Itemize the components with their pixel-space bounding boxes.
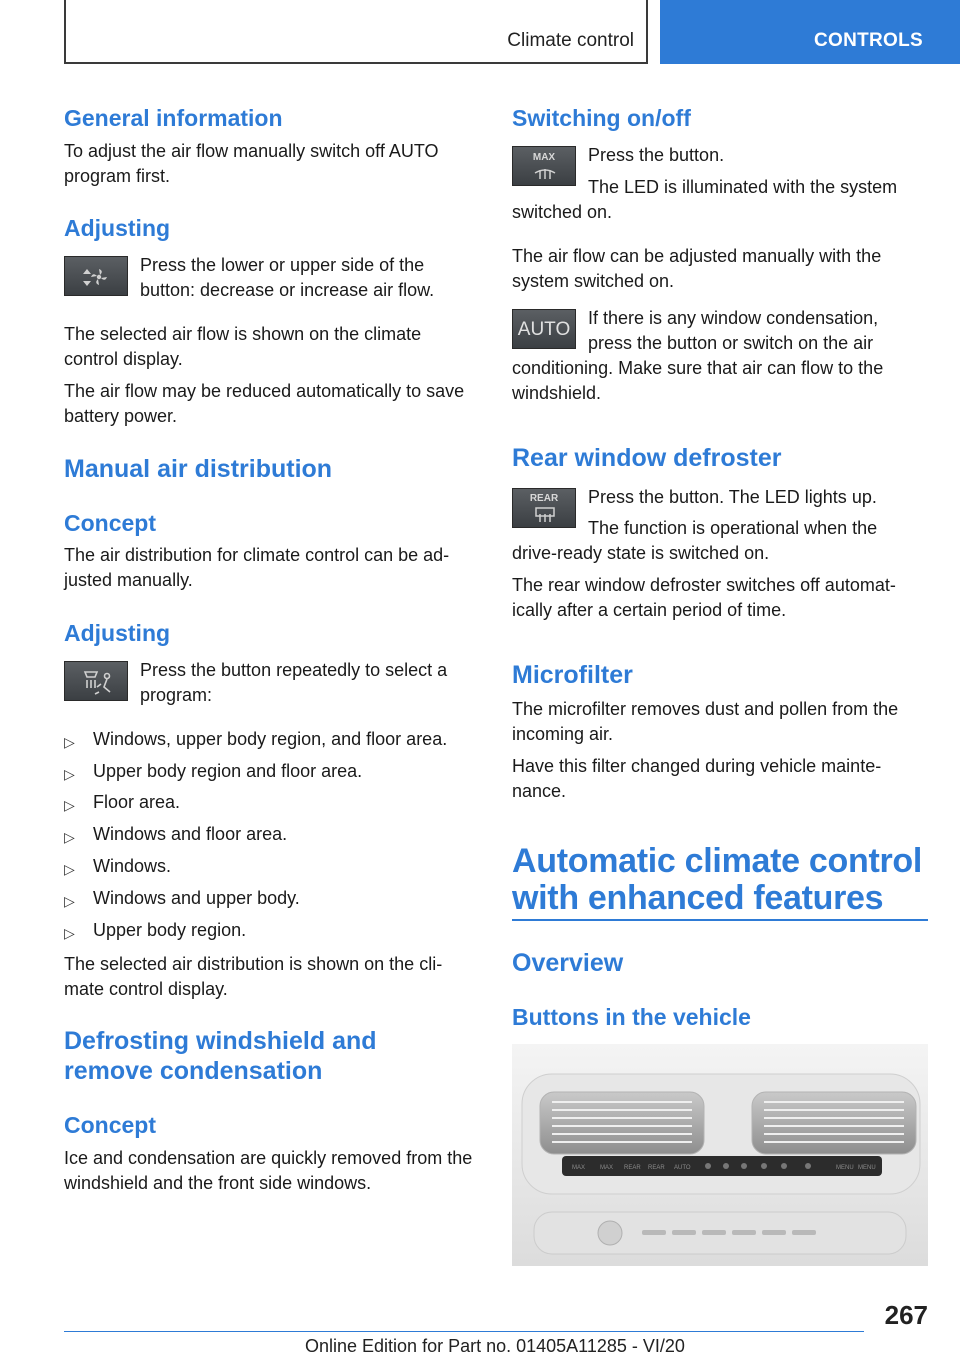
triangle-bullet-icon: ▷ xyxy=(64,861,75,877)
list-item: ▷ Upper body region and floor area. xyxy=(64,759,476,784)
overview-heading: Overview xyxy=(512,949,624,977)
max-label: MAX xyxy=(532,152,556,163)
list-item: ▷ Upper body region. xyxy=(64,918,476,943)
triangle-bullet-icon: ▷ xyxy=(64,797,75,813)
rear-paragraph: The rear window defroster switches off automat‐ically after a certain period of time. xyxy=(512,575,896,620)
rear-label: REAR xyxy=(529,493,559,504)
adjusting-heading: Adjusting xyxy=(64,215,171,241)
air-distribution-icon xyxy=(65,662,129,702)
rear-defroster-heading: Rear window defroster xyxy=(512,444,782,472)
panel-button-label: REAR xyxy=(624,1165,641,1171)
adjusting2-heading: Adjusting xyxy=(64,620,171,646)
auto-line3: conditioning. Make sure that air can flow to the windshield. xyxy=(512,358,884,403)
rear-line1: Press the button. The LED lights up. xyxy=(588,487,877,507)
adjusting-p1: The selected air flow is shown on the climate control display. xyxy=(64,324,422,369)
dashboard-illustration xyxy=(512,1044,928,1266)
list-item: ▷ Floor area. xyxy=(64,790,476,815)
header-section-title: Climate control xyxy=(507,30,634,51)
distribution-button-image xyxy=(64,661,128,701)
microfilter-heading: Microfilter xyxy=(512,661,633,689)
concept-heading: Concept xyxy=(64,510,156,536)
switching-line2: The LED is illuminated with the system xyxy=(588,177,898,197)
rear-line2: The function is operational when the xyxy=(588,518,878,538)
triangle-bullet-icon: ▷ xyxy=(64,925,75,941)
airflow-button-image xyxy=(64,256,128,296)
rear-button-image xyxy=(512,488,576,528)
defrost-heading-line2: remove condensation xyxy=(64,1057,323,1085)
list-item: ▷ Windows and upper body. xyxy=(64,886,476,911)
triangle-bullet-icon: ▷ xyxy=(64,893,75,909)
list-item: ▷ Windows, upper body region, and floor area. xyxy=(64,727,476,752)
header-section-box xyxy=(64,0,648,64)
concept2-text: Ice and condensation are quickly removed from the windshield and the front side windows. xyxy=(64,1148,473,1193)
rear-defrost-icon xyxy=(513,489,577,529)
rear-line3: drive-ready state is switched on. xyxy=(512,543,770,563)
adjusting-text: Press the lower or upper side of the button: decrease or increase air flow. xyxy=(140,255,435,300)
adjusting-p2: The air flow may be reduced automatically to save battery power. xyxy=(64,381,465,426)
switching-heading: Switching on/off xyxy=(512,105,691,131)
panel-button-label: AUTO xyxy=(674,1165,691,1171)
triangle-bullet-icon: ▷ xyxy=(64,829,75,845)
fan-icon xyxy=(65,257,129,297)
edition-text: Online Edition for Part no. 01405A11285 - VI/20 xyxy=(305,1336,685,1356)
buttons-in-vehicle-heading: Buttons in the vehicle xyxy=(512,1004,751,1030)
program-list xyxy=(64,727,476,957)
panel-button-label: MAX xyxy=(572,1165,586,1171)
list-item: ▷ Windows. xyxy=(64,854,476,879)
concept2-heading: Concept xyxy=(64,1112,156,1138)
panel-button-label: MAX xyxy=(600,1165,614,1171)
list-item: ▷ Windows and floor area. xyxy=(64,822,476,847)
panel-button-label: MENU xyxy=(836,1165,854,1171)
adjusting2-text: Press the button repeatedly to select a program: xyxy=(140,660,448,705)
footer-rule xyxy=(64,1331,864,1332)
switching-line3: switched on. xyxy=(512,202,613,222)
triangle-bullet-icon: ▷ xyxy=(64,766,75,782)
general-heading: General information xyxy=(64,105,283,131)
microfilter-p1: The microfilter removes dust and pollen from the incoming air. xyxy=(512,699,899,744)
header-chapter-title: CONTROLS xyxy=(814,30,924,51)
distribution-text: The selected air distribution is shown on the cli‐mate control display. xyxy=(64,954,443,999)
defrost-icon xyxy=(513,147,577,187)
panel-button-label: REAR xyxy=(648,1165,665,1171)
manual-distribution-heading: Manual air distribution xyxy=(64,455,333,483)
vehicle-buttons-photo xyxy=(512,1044,928,1266)
auto-label: AUTO xyxy=(517,319,571,340)
general-text: To adjust the air flow manually switch off AUTO program first. xyxy=(64,141,439,186)
auto-climate-heading-line2: with enhanced features xyxy=(512,879,884,917)
auto-line2: press the button or switch on the air xyxy=(588,333,874,353)
triangle-bullet-icon: ▷ xyxy=(64,734,75,750)
auto-button-image xyxy=(512,309,576,349)
switching-paragraph: The air flow can be adjusted manually with the system switched on. xyxy=(512,246,882,291)
concept-text: The air distribution for climate control can be ad‐justed manually. xyxy=(64,545,450,590)
header-chapter-tab xyxy=(660,0,960,64)
panel-button-label: MENU xyxy=(858,1165,876,1171)
section-rule xyxy=(512,919,928,921)
max-button-image xyxy=(512,146,576,186)
page-number: 267 xyxy=(884,1300,928,1330)
auto-line1: If there is any window condensation, xyxy=(588,308,879,328)
microfilter-p2: Have this filter changed during vehicle mainte‐nance. xyxy=(512,756,882,801)
auto-climate-heading-line1: Automatic climate control xyxy=(512,842,923,880)
defrost-heading-line1: Defrosting windshield and xyxy=(64,1027,377,1055)
switching-line1: Press the button. xyxy=(588,145,725,165)
